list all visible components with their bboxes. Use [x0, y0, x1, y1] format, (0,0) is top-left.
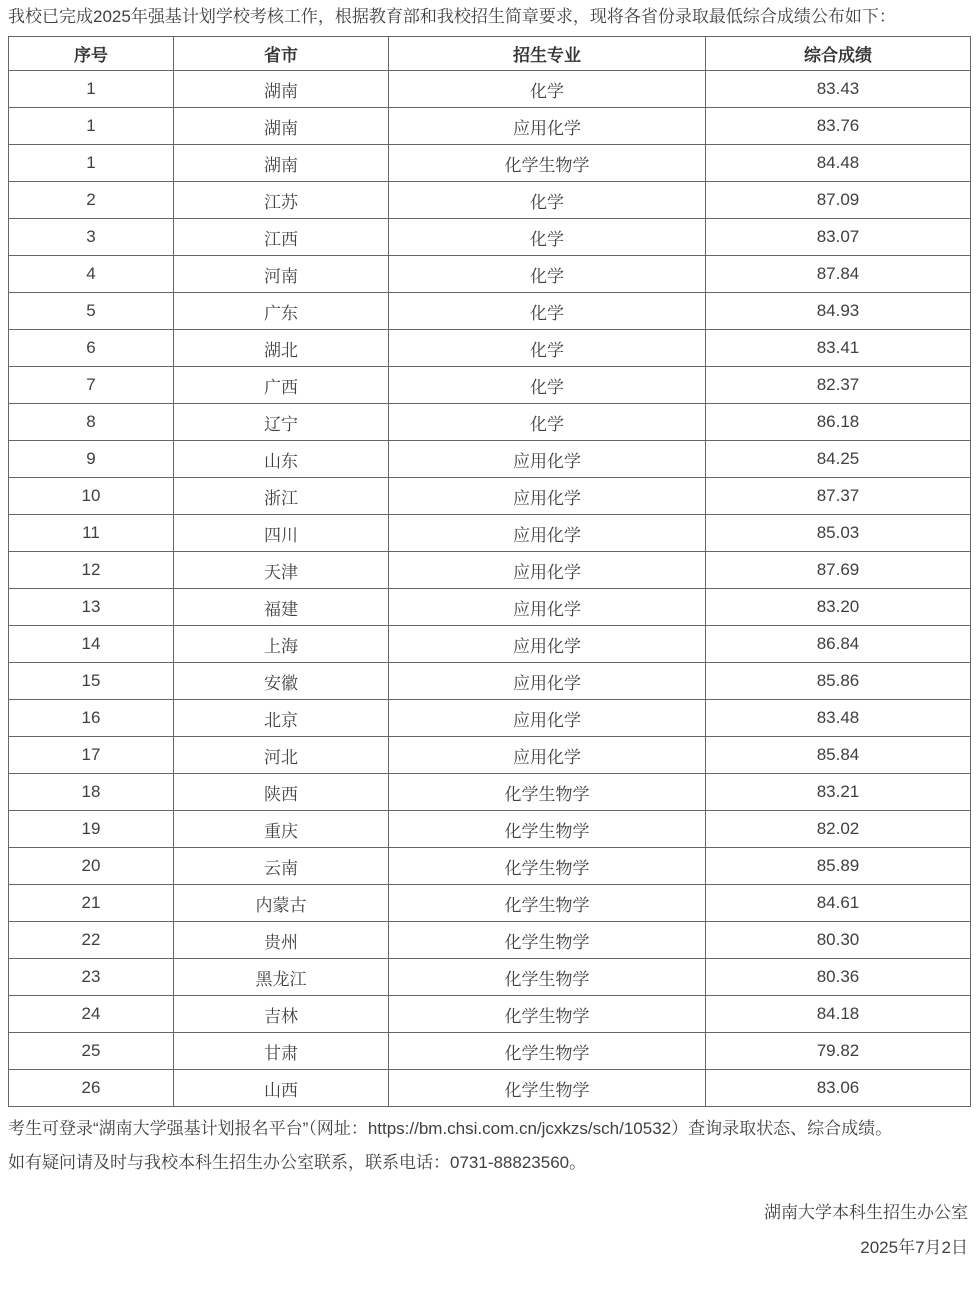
cell-score: 80.36	[706, 959, 971, 996]
column-header-index: 序号	[9, 37, 174, 71]
cell-major: 化学	[389, 330, 706, 367]
table-row	[9, 552, 971, 589]
table-row	[9, 922, 971, 959]
cell-score: 87.84	[706, 256, 971, 293]
cell-index: 12	[9, 552, 174, 589]
cell-province: 贵州	[174, 922, 389, 959]
cell-major: 应用化学	[389, 626, 706, 663]
cell-index: 20	[9, 848, 174, 885]
table-row	[9, 71, 971, 108]
cell-province: 江苏	[174, 182, 389, 219]
cell-major: 化学	[389, 293, 706, 330]
column-header-province: 省市	[174, 37, 389, 71]
cell-score: 79.82	[706, 1033, 971, 1070]
cell-score: 83.07	[706, 219, 971, 256]
signature-date: 2025年7月2日	[860, 1238, 968, 1257]
cell-score: 87.09	[706, 182, 971, 219]
cell-score: 82.37	[706, 367, 971, 404]
cell-province: 云南	[174, 848, 389, 885]
cell-major: 化学生物学	[389, 1033, 706, 1070]
table-body	[9, 71, 971, 1107]
cell-province: 广东	[174, 293, 389, 330]
table-row	[9, 1070, 971, 1107]
cell-index: 4	[9, 256, 174, 293]
cell-score: 83.48	[706, 700, 971, 737]
cell-index: 1	[9, 145, 174, 182]
cell-major: 化学	[389, 256, 706, 293]
footer-contact-note: 如有疑问请及时与我校本科生招生办公室联系，联系电话：0731-88823560。	[8, 1153, 587, 1172]
cell-index: 1	[9, 108, 174, 145]
cell-score: 85.84	[706, 737, 971, 774]
table-row	[9, 182, 971, 219]
table-header-row	[9, 37, 971, 71]
cell-province: 福建	[174, 589, 389, 626]
cell-index: 9	[9, 441, 174, 478]
table-row	[9, 219, 971, 256]
cell-major: 化学生物学	[389, 145, 706, 182]
table-row	[9, 589, 971, 626]
cell-index: 13	[9, 589, 174, 626]
cell-index: 19	[9, 811, 174, 848]
cell-major: 化学	[389, 219, 706, 256]
cell-province: 广西	[174, 367, 389, 404]
cell-score: 86.18	[706, 404, 971, 441]
cell-index: 8	[9, 404, 174, 441]
cell-index: 6	[9, 330, 174, 367]
table-row	[9, 848, 971, 885]
cell-province: 湖南	[174, 71, 389, 108]
cell-major: 应用化学	[389, 663, 706, 700]
cell-major: 化学	[389, 367, 706, 404]
table-row	[9, 293, 971, 330]
cell-score: 83.43	[706, 71, 971, 108]
cell-index: 17	[9, 737, 174, 774]
cell-index: 10	[9, 478, 174, 515]
cell-major: 应用化学	[389, 589, 706, 626]
cell-major: 化学	[389, 404, 706, 441]
cell-major: 化学	[389, 182, 706, 219]
cell-major: 应用化学	[389, 515, 706, 552]
cell-major: 化学	[389, 71, 706, 108]
intro-text: 我校已完成2025年强基计划学校考核工作，根据教育部和我校招生简章要求，现将各省份录取最低综合成绩公布如下：	[8, 7, 896, 26]
cell-province: 陕西	[174, 774, 389, 811]
cell-major: 化学生物学	[389, 1070, 706, 1107]
table-row	[9, 145, 971, 182]
cell-province: 重庆	[174, 811, 389, 848]
cell-index: 14	[9, 626, 174, 663]
cell-score: 83.06	[706, 1070, 971, 1107]
table-row	[9, 367, 971, 404]
cell-province: 北京	[174, 700, 389, 737]
cell-major: 应用化学	[389, 737, 706, 774]
table-row	[9, 811, 971, 848]
cell-major: 化学生物学	[389, 922, 706, 959]
table-row	[9, 515, 971, 552]
table-row	[9, 256, 971, 293]
table-row	[9, 663, 971, 700]
column-header-major: 招生专业	[389, 37, 706, 71]
cell-score: 82.02	[706, 811, 971, 848]
footer-login-note: 考生可登录“湖南大学强基计划报名平台”（网址：https://bm.chsi.com.cn/jcxkzs/sch/10532）查询录取状态、综合成绩。	[8, 1119, 893, 1138]
cell-major: 化学生物学	[389, 811, 706, 848]
table-row	[9, 996, 971, 1033]
cell-province: 安徽	[174, 663, 389, 700]
table-row	[9, 959, 971, 996]
cell-score: 87.69	[706, 552, 971, 589]
table-row	[9, 478, 971, 515]
cell-index: 26	[9, 1070, 174, 1107]
table-row	[9, 404, 971, 441]
cell-score: 84.25	[706, 441, 971, 478]
cell-province: 浙江	[174, 478, 389, 515]
cell-province: 吉林	[174, 996, 389, 1033]
cell-index: 23	[9, 959, 174, 996]
table-row	[9, 885, 971, 922]
cell-index: 5	[9, 293, 174, 330]
cell-province: 天津	[174, 552, 389, 589]
cell-index: 2	[9, 182, 174, 219]
cell-score: 87.37	[706, 478, 971, 515]
cell-province: 辽宁	[174, 404, 389, 441]
cell-score: 86.84	[706, 626, 971, 663]
cell-province: 内蒙古	[174, 885, 389, 922]
cell-major: 应用化学	[389, 441, 706, 478]
cell-index: 25	[9, 1033, 174, 1070]
cell-province: 四川	[174, 515, 389, 552]
signature-block	[8, 1202, 968, 1258]
cell-score: 84.61	[706, 885, 971, 922]
cell-score: 80.30	[706, 922, 971, 959]
cell-major: 应用化学	[389, 478, 706, 515]
cell-province: 湖南	[174, 108, 389, 145]
signature-office: 湖南大学本科生招生办公室	[764, 1203, 968, 1222]
cell-index: 11	[9, 515, 174, 552]
cell-major: 应用化学	[389, 700, 706, 737]
cell-index: 22	[9, 922, 174, 959]
cell-score: 84.93	[706, 293, 971, 330]
table-row	[9, 774, 971, 811]
cell-score: 84.18	[706, 996, 971, 1033]
cell-index: 7	[9, 367, 174, 404]
cell-province: 山东	[174, 441, 389, 478]
table-row	[9, 441, 971, 478]
cell-index: 3	[9, 219, 174, 256]
cell-score: 85.86	[706, 663, 971, 700]
table-row	[9, 1033, 971, 1070]
cell-index: 16	[9, 700, 174, 737]
cell-major: 化学生物学	[389, 774, 706, 811]
cell-province: 江西	[174, 219, 389, 256]
table-row	[9, 737, 971, 774]
cell-province: 黑龙江	[174, 959, 389, 996]
cell-index: 24	[9, 996, 174, 1033]
cell-major: 化学生物学	[389, 848, 706, 885]
scores-table	[8, 36, 971, 1107]
cell-score: 85.89	[706, 848, 971, 885]
cell-index: 18	[9, 774, 174, 811]
table-row	[9, 700, 971, 737]
table-row	[9, 330, 971, 367]
cell-score: 83.41	[706, 330, 971, 367]
cell-major: 应用化学	[389, 552, 706, 589]
cell-score: 83.76	[706, 108, 971, 145]
cell-major: 化学生物学	[389, 959, 706, 996]
column-header-score: 综合成绩	[706, 37, 971, 71]
cell-province: 山西	[174, 1070, 389, 1107]
cell-major: 化学生物学	[389, 996, 706, 1033]
cell-province: 河南	[174, 256, 389, 293]
cell-score: 83.20	[706, 589, 971, 626]
cell-index: 15	[9, 663, 174, 700]
cell-index: 21	[9, 885, 174, 922]
cell-score: 85.03	[706, 515, 971, 552]
cell-major: 应用化学	[389, 108, 706, 145]
cell-major: 化学生物学	[389, 885, 706, 922]
table-row	[9, 626, 971, 663]
cell-index: 1	[9, 71, 174, 108]
cell-province: 甘肃	[174, 1033, 389, 1070]
cell-province: 湖北	[174, 330, 389, 367]
cell-score: 84.48	[706, 145, 971, 182]
cell-score: 83.21	[706, 774, 971, 811]
cell-province: 河北	[174, 737, 389, 774]
cell-province: 上海	[174, 626, 389, 663]
cell-province: 湖南	[174, 145, 389, 182]
table-row	[9, 108, 971, 145]
